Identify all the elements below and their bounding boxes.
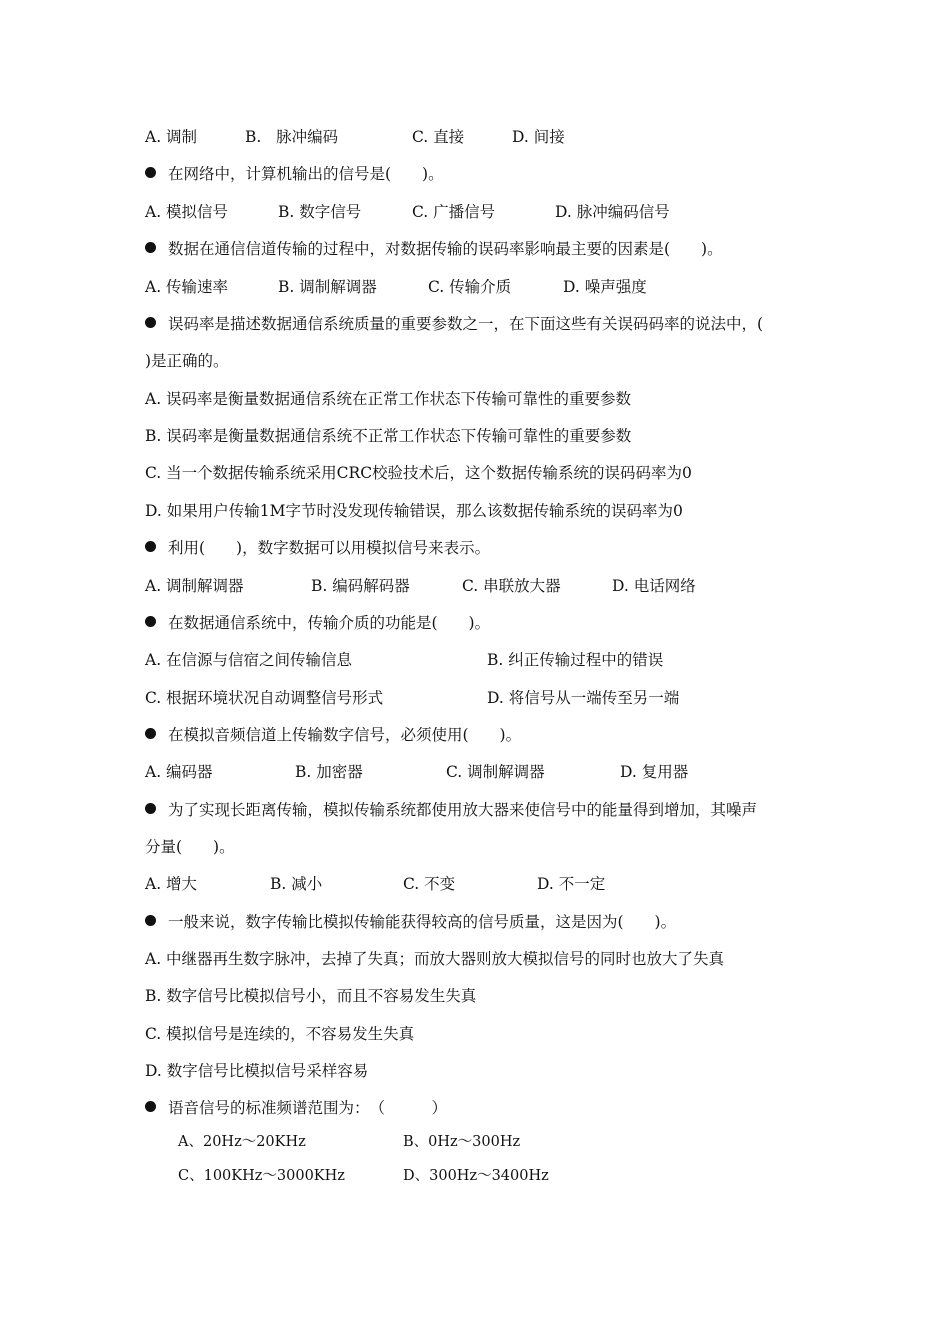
- question-3-continued: )是正确的。: [145, 352, 229, 370]
- option-d: D. 数字信号比模拟信号采样容易: [145, 1062, 369, 1080]
- question-8: 一般来说，数字传输比模拟传输能获得较高的信号质量，这是因为( )。: [145, 911, 676, 933]
- option-a: A. 增大: [145, 875, 198, 893]
- question-2: 数据在通信信道传输的过程中，对数据传输的误码率影响最主要的因素是( )。: [145, 238, 723, 260]
- option-d: D、300Hz～3400Hz: [403, 1168, 549, 1184]
- option-c: C. 广播信号: [412, 203, 496, 221]
- option-a: A. 误码率是衡量数据通信系统在正常工作状态下传输可靠性的重要参数: [145, 390, 632, 408]
- option-d: D. 间接: [512, 128, 565, 146]
- bullet-icon: [145, 1101, 156, 1112]
- option-d: D. 如果用户传输1M字节时没发现传输错误，那么该数据传输系统的误码率为0: [145, 502, 683, 520]
- option-d: D. 将信号从一端传至另一端: [487, 689, 680, 707]
- option-c: C. 传输介质: [428, 278, 512, 296]
- option-c: C. 调制解调器: [446, 763, 545, 781]
- question-3: 误码率是描述数据通信系统质量的重要参数之一，在下面这些有关误码码率的说法中，(: [145, 313, 763, 335]
- option-c: C、100KHz～3000KHz: [178, 1168, 345, 1184]
- option-b: B. 数字信号比模拟信号小，而且不容易发生失真: [145, 987, 477, 1005]
- bullet-icon: [145, 915, 156, 926]
- option-b: B. 误码率是衡量数据通信系统不正常工作状态下传输可靠性的重要参数: [145, 427, 632, 445]
- option-b: B. 数字信号: [278, 203, 362, 221]
- option-c: C. 不变: [403, 875, 456, 893]
- question-9: 语音信号的标准频谱范围为： （ ）: [145, 1097, 447, 1119]
- option-d: D. 复用器: [620, 763, 689, 781]
- option-b: B. 脉冲编码: [245, 128, 339, 146]
- bullet-icon: [145, 167, 156, 178]
- option-b: B、0Hz～300Hz: [403, 1134, 521, 1150]
- option-a: A. 中继器再生数字脉冲，去掉了失真；而放大器则放大模拟信号的同时也放大了失真: [145, 950, 725, 968]
- option-a: A. 模拟信号: [145, 203, 229, 221]
- option-b: B. 调制解调器: [278, 278, 377, 296]
- option-d: D. 电话网络: [612, 577, 696, 595]
- bullet-icon: [145, 803, 156, 814]
- bullet-icon: [145, 541, 156, 552]
- option-b: B. 纠正传输过程中的错误: [487, 651, 664, 669]
- option-d: D. 脉冲编码信号: [555, 203, 670, 221]
- option-a: A. 调制解调器: [145, 577, 244, 595]
- option-a: A. 传输速率: [145, 278, 229, 296]
- bullet-icon: [145, 242, 156, 253]
- option-a: A. 在信源与信宿之间传输信息: [145, 651, 353, 669]
- question-6: 在模拟音频信道上传输数字信号，必须使用( )。: [145, 724, 521, 746]
- option-a: A. 调制: [145, 128, 198, 146]
- option-c: C. 直接: [412, 128, 465, 146]
- question-7: 为了实现长距离传输，模拟传输系统都使用放大器来使信号中的能量得到增加，其噪声: [145, 799, 757, 821]
- option-a: A、20Hz～20KHz: [178, 1134, 306, 1150]
- option-c: C. 模拟信号是连续的，不容易发生失真: [145, 1025, 415, 1043]
- option-c: C. 串联放大器: [462, 577, 561, 595]
- question-5: 在数据通信系统中，传输介质的功能是( )。: [145, 612, 490, 634]
- question-4: 利用( )，数字数据可以用模拟信号来表示。: [145, 537, 490, 559]
- option-c: C. 根据环境状况自动调整信号形式: [145, 689, 384, 707]
- option-a: A. 编码器: [145, 763, 213, 781]
- option-d: D. 不一定: [537, 875, 606, 893]
- option-b: B. 减小: [270, 875, 323, 893]
- bullet-icon: [145, 616, 156, 627]
- option-b: B. 编码解码器: [311, 577, 410, 595]
- question-7-continued: 分量( )。: [145, 838, 235, 856]
- option-d: D. 噪声强度: [563, 278, 647, 296]
- bullet-icon: [145, 728, 156, 739]
- bullet-icon: [145, 317, 156, 328]
- option-b: B. 加密器: [295, 763, 363, 781]
- question-1: 在网络中，计算机输出的信号是( )。: [145, 163, 444, 185]
- option-c: C. 当一个数据传输系统采用CRC校验技术后，这个数据传输系统的误码码率为0: [145, 464, 692, 482]
